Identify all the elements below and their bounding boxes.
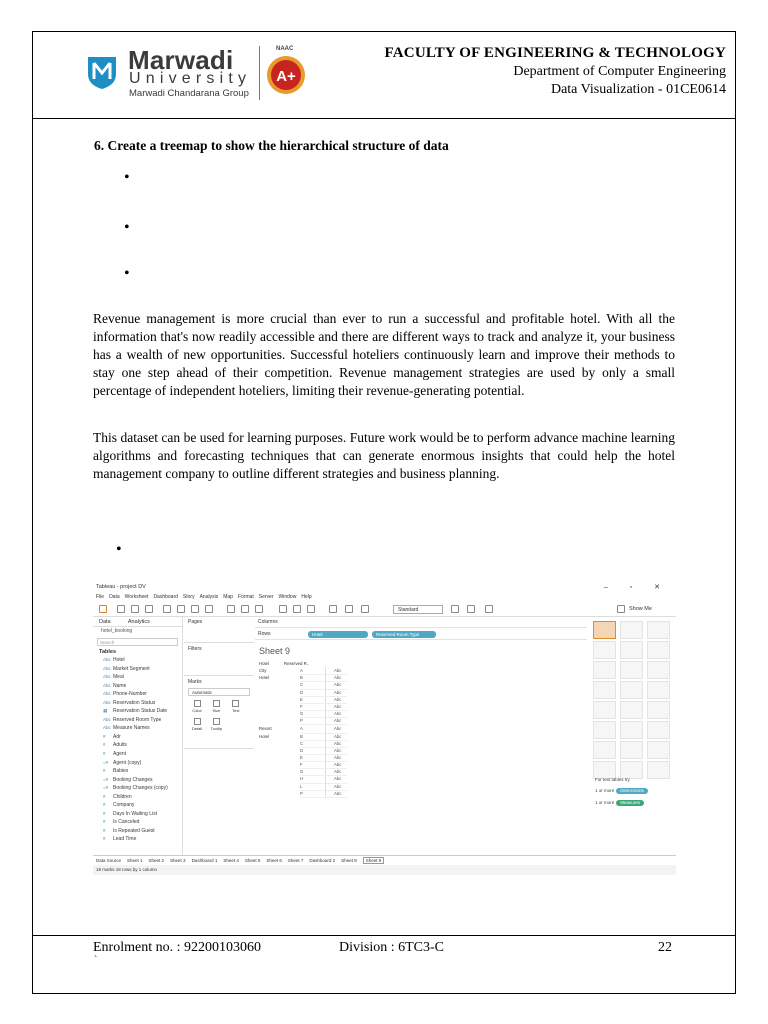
sort-desc-icon[interactable] xyxy=(307,605,315,613)
university-logo xyxy=(84,46,314,102)
chart-type-thumbnail[interactable] xyxy=(593,721,616,739)
show-me-button[interactable]: Show Me xyxy=(629,606,652,612)
shield-logo-icon xyxy=(84,54,120,90)
rows-shelf[interactable] xyxy=(255,629,587,640)
chart-type-thumbnail[interactable] xyxy=(593,701,616,719)
field-type-icon: Abc xyxy=(103,699,111,705)
detail-button[interactable]: Detail xyxy=(188,718,206,731)
format-icon[interactable] xyxy=(345,605,353,613)
field-item[interactable] xyxy=(93,707,182,716)
back-icon[interactable] xyxy=(117,605,125,613)
row-header-hotel: City Hotel xyxy=(259,668,270,681)
dimensions-pill: Dimensions xyxy=(616,788,648,794)
paragraph: This dataset can be used for learning purposes. Future work would be to perform advance machine learning algorithms and forecasting techniques that can generate enormous insights that could help the hotel management company to outline different strategies and business planning. xyxy=(93,430,675,481)
row-header-room: P xyxy=(300,717,324,725)
field-type-icon: # xyxy=(103,768,106,774)
field-item[interactable] xyxy=(93,767,182,776)
footer-division: Division : 6TC3-C xyxy=(339,940,445,955)
sheet-tab[interactable]: Sheet 9 xyxy=(363,857,385,864)
field-item[interactable] xyxy=(93,724,182,733)
field-type-icon: ▦ xyxy=(103,708,108,714)
chart-type-thumbnail[interactable] xyxy=(593,681,616,699)
window-controls[interactable]: – ▫ ✕ xyxy=(603,584,670,591)
field-name: Market Segment xyxy=(113,665,150,672)
rows-label: Rows xyxy=(258,631,271,637)
table-cell: Abc xyxy=(325,681,347,689)
field-type-icon: # xyxy=(103,819,106,825)
field-item[interactable] xyxy=(93,682,182,691)
showme-hint-title: For text tables try xyxy=(595,777,630,782)
field-type-icon: # xyxy=(103,836,106,842)
sheet-tab[interactable]: Sheet 1 xyxy=(127,858,143,863)
sheet-tab[interactable]: Sheet 3 xyxy=(170,858,186,863)
chart-type-thumbnail[interactable] xyxy=(620,641,643,659)
menu-item[interactable]: Analysis xyxy=(199,594,219,600)
pause-icon[interactable] xyxy=(177,605,185,613)
bullet: • xyxy=(116,541,122,558)
field-name: Phone-Number xyxy=(113,691,147,698)
faculty-heading: FACULTY OF ENGINEERING & TECHNOLOGY xyxy=(384,45,726,61)
cards-pane xyxy=(184,617,254,855)
footer-tick: ` xyxy=(94,955,98,966)
header-room-type: Reserved R.. xyxy=(284,661,310,666)
table-cell: Abc xyxy=(325,717,347,725)
paragraph: Revenue management is more crucial than ever to run a successful and profitable hotel. With all the information that's now readily accessible and there are different ways to track and analyze it, your business has a wealth of new opportunities. Successful hoteliers continuously learn and improve their methods to stay one step ahead of their competition. Revenue management strategies are used by only a small percentage of independent hoteliers, limiting their revenue-generating potential. xyxy=(93,311,675,398)
field-item[interactable] xyxy=(93,835,182,844)
rows-pill-hotel[interactable]: Hotel xyxy=(308,631,368,638)
sheet-tab[interactable]: Dashboard 2 xyxy=(309,858,336,863)
page-number: 22 xyxy=(658,940,672,955)
field-item[interactable] xyxy=(93,801,182,810)
share-icon[interactable] xyxy=(485,605,493,613)
menu-item[interactable]: Map xyxy=(223,594,233,600)
status-bar: 18 marks 18 rows by 1 column xyxy=(93,865,676,875)
measures-pill: Measures xyxy=(616,800,644,806)
naac-badge-icon xyxy=(265,54,307,96)
field-item[interactable] xyxy=(93,690,182,699)
chart-type-thumbnail[interactable] xyxy=(620,661,643,679)
chart-type-thumbnail[interactable] xyxy=(647,721,670,739)
toolbar xyxy=(93,602,676,617)
row-header-room: F xyxy=(300,703,324,711)
tab-analytics[interactable]: Analytics xyxy=(127,619,150,625)
field-item[interactable] xyxy=(93,733,182,742)
chart-type-thumbnail[interactable] xyxy=(593,641,616,659)
presentation-icon[interactable] xyxy=(451,605,459,613)
row-header-room: P xyxy=(300,790,324,798)
row-header-room: E xyxy=(300,754,324,762)
chart-type-thumbnail[interactable] xyxy=(647,641,670,659)
filters-card[interactable] xyxy=(184,644,254,676)
table-cell: Abc xyxy=(325,740,347,748)
search-input[interactable]: Search xyxy=(97,638,178,646)
showme-hint-measures: 1 or more Measures xyxy=(595,800,644,806)
row-header-room: H xyxy=(300,775,324,783)
chart-type-thumbnail[interactable] xyxy=(593,741,616,759)
sheet-tab[interactable]: Dashboard 1 xyxy=(191,858,218,863)
bullet: • xyxy=(124,265,130,282)
chart-type-thumbnail[interactable] xyxy=(620,621,643,639)
chart-type-thumbnail[interactable] xyxy=(647,701,670,719)
chart-type-thumbnail[interactable] xyxy=(620,701,643,719)
table-cell: Abc xyxy=(325,667,347,675)
tooltip-button[interactable]: Tooltip xyxy=(207,718,225,731)
menu-item[interactable]: Server xyxy=(258,594,274,600)
field-type-icon: # xyxy=(103,793,106,799)
sort-icon[interactable] xyxy=(241,605,249,613)
fit-dropdown[interactable]: Standard xyxy=(393,605,443,614)
window-titlebar xyxy=(93,582,676,593)
chart-type-thumbnail[interactable] xyxy=(593,621,616,639)
sheet-tab[interactable]: Data Source xyxy=(96,858,122,863)
menu-bar xyxy=(93,593,676,602)
field-item[interactable] xyxy=(93,716,182,725)
sheet-tab[interactable]: Sheet 8 xyxy=(341,858,357,863)
row-header-room: D xyxy=(300,689,324,697)
row-header-room: C xyxy=(300,681,324,689)
window-title: Tableau - project DV xyxy=(96,584,146,590)
field-type-icon: =# xyxy=(103,785,109,791)
field-type-icon: # xyxy=(103,802,106,808)
text-button[interactable]: Text xyxy=(227,700,245,713)
field-item[interactable] xyxy=(93,793,182,802)
naac-label: NAAC xyxy=(276,46,294,52)
sheet-tab[interactable]: Sheet 5 xyxy=(244,858,261,863)
new-sheet-icon[interactable] xyxy=(191,605,199,613)
tableau-screenshot xyxy=(93,582,676,875)
color-button[interactable]: Color xyxy=(188,700,206,713)
field-item[interactable] xyxy=(93,699,182,708)
chart-type-thumbnail[interactable] xyxy=(647,761,670,779)
field-name: Is Canceled xyxy=(113,819,140,826)
field-name: Is Repeated Guest xyxy=(113,827,155,834)
table-cell: Abc xyxy=(325,725,347,733)
field-name: Booking Changes (copy) xyxy=(113,785,168,792)
footer-divider xyxy=(32,935,736,936)
department-heading: Department of Computer Engineering xyxy=(513,64,726,79)
show-me-pane xyxy=(588,617,676,855)
field-type-icon: Abc xyxy=(103,665,111,671)
data-tabs xyxy=(93,617,182,627)
chart-type-thumbnail[interactable] xyxy=(647,661,670,679)
chart-type-thumbnail[interactable] xyxy=(620,741,643,759)
field-item[interactable] xyxy=(93,818,182,827)
field-type-icon: Abc xyxy=(103,657,111,662)
field-type-icon: Abc xyxy=(103,674,111,680)
sheet-tab[interactable]: Sheet 4 xyxy=(223,858,239,863)
field-name: Children xyxy=(113,793,132,800)
field-item[interactable] xyxy=(93,665,182,674)
tableau-icon[interactable] xyxy=(99,605,107,613)
logo-separator xyxy=(259,46,260,100)
tab-data[interactable]: Data xyxy=(99,619,111,625)
tables-heading: Tables xyxy=(99,649,117,655)
field-item[interactable] xyxy=(93,673,182,682)
logo-group: Marwadi Chandarana Group xyxy=(129,88,249,99)
field-name: Booking Changes xyxy=(113,776,153,783)
naac-grade: A+ xyxy=(276,68,296,85)
field-type-icon: Abc xyxy=(103,691,111,697)
bullet: • xyxy=(124,169,130,186)
field-name: Reservation Status xyxy=(113,699,156,706)
menu-item[interactable]: Help xyxy=(301,594,312,600)
columns-label: Columns xyxy=(258,619,278,625)
sheet-tab[interactable]: Sheet 7 xyxy=(287,858,304,863)
table-cell: Abc xyxy=(325,689,347,697)
header-divider xyxy=(32,118,736,119)
field-type-icon: Abc xyxy=(103,682,111,688)
field-name: Meal xyxy=(113,674,124,681)
row-header-room: A xyxy=(300,725,324,733)
menu-item[interactable]: Story xyxy=(182,594,195,600)
field-name: Agent xyxy=(113,751,127,758)
logo-name: Marwadi xyxy=(128,45,234,75)
header-hotel: Hotel xyxy=(259,661,270,666)
field-type-icon: Abc xyxy=(103,716,111,722)
field-name: Reservation Status Date xyxy=(113,708,168,715)
marks-card xyxy=(184,677,254,749)
tooltip-icon[interactable] xyxy=(467,605,475,613)
row-header-room: F xyxy=(300,761,324,769)
forward-icon[interactable] xyxy=(131,605,139,613)
field-name: Lead Time xyxy=(113,836,137,843)
field-type-icon: # xyxy=(103,733,106,739)
field-item[interactable] xyxy=(93,810,182,819)
menu-item[interactable]: Dashboard xyxy=(153,594,178,600)
footer-enrolment: Enrolment no. : 92200103060 xyxy=(93,940,261,955)
pages-card[interactable] xyxy=(184,617,254,643)
row-header-room: E xyxy=(300,696,324,704)
field-type-icon: =# xyxy=(103,776,109,782)
row-header-room: G xyxy=(300,710,324,718)
table-cell: Abc xyxy=(325,768,347,776)
sheet-tab[interactable]: Sheet 2 xyxy=(148,858,165,863)
field-type-icon: # xyxy=(103,742,106,748)
highlight-icon[interactable] xyxy=(279,605,287,613)
table-cell: Abc xyxy=(325,733,347,741)
menu-item[interactable]: Worksheet xyxy=(124,594,149,600)
table-cell: Abc xyxy=(325,783,347,791)
field-type-icon: # xyxy=(103,810,106,816)
field-type-icon: # xyxy=(103,751,106,757)
field-type-icon: =# xyxy=(103,759,109,765)
chart-type-thumbnail[interactable] xyxy=(647,741,670,759)
course-heading: Data Visualization - 01CE0614 xyxy=(550,82,726,97)
field-item[interactable] xyxy=(93,827,182,836)
sheet-title: Sheet 9 xyxy=(259,646,291,656)
table-cell: Abc xyxy=(325,696,347,704)
data-pane xyxy=(93,617,183,855)
row-header-room: C xyxy=(300,740,324,748)
chart-type-thumbnail[interactable] xyxy=(647,681,670,699)
table-header xyxy=(259,660,310,667)
row-header-room: G xyxy=(300,768,324,776)
row-header-room: B xyxy=(300,674,324,682)
chart-type-thumbnail[interactable] xyxy=(620,721,643,739)
pages-label: Pages xyxy=(188,619,203,625)
menu-item[interactable]: Format xyxy=(237,594,254,600)
group-icon[interactable] xyxy=(255,605,263,613)
bullet: • xyxy=(124,219,130,236)
field-name: Name xyxy=(113,682,127,689)
filter-icon[interactable] xyxy=(617,605,625,613)
undo-icon[interactable] xyxy=(205,605,213,613)
field-name: Reserved Room Type xyxy=(113,716,162,723)
field-item[interactable] xyxy=(93,776,182,785)
marks-type-dropdown[interactable]: Automatic xyxy=(188,688,250,696)
field-name: Days In Waiting List xyxy=(113,810,157,817)
fix-axes-icon[interactable] xyxy=(361,605,369,613)
field-item[interactable] xyxy=(93,750,182,759)
row-header-room: A xyxy=(300,667,324,675)
table-cell: Abc xyxy=(325,674,347,682)
size-button[interactable]: Size xyxy=(207,700,225,713)
showme-hint-dimensions: 1 or more Dimensions xyxy=(595,788,648,794)
table-cell: Abc xyxy=(325,710,347,718)
columns-shelf[interactable] xyxy=(255,617,587,628)
field-name: Hotel xyxy=(113,657,125,663)
label-icon[interactable] xyxy=(329,605,337,613)
menu-item[interactable]: Data xyxy=(109,594,120,600)
row-header-hotel: Resort Hotel xyxy=(259,726,272,739)
rows-pill-room-type[interactable]: Reserved Room Type xyxy=(372,631,436,638)
swap-icon[interactable] xyxy=(227,605,235,613)
row-header-room: D xyxy=(300,747,324,755)
table-cell: Abc xyxy=(325,761,347,769)
field-item[interactable] xyxy=(93,759,182,768)
field-type-icon: # xyxy=(103,827,106,833)
data-source-name[interactable]: hotel_booking xyxy=(101,628,133,634)
chart-type-thumbnail[interactable] xyxy=(647,621,670,639)
field-name: Adults xyxy=(113,742,127,749)
menu-item[interactable]: File xyxy=(96,594,105,600)
sheet-tab[interactable]: Sheet 6 xyxy=(266,858,282,863)
field-type-icon: Abc xyxy=(103,725,111,731)
filters-label: Filters xyxy=(188,646,202,652)
field-name: Adr xyxy=(113,733,121,740)
table-cell: Abc xyxy=(325,775,347,783)
field-list xyxy=(93,656,182,844)
row-header-room: B xyxy=(300,733,324,741)
table-cell: Abc xyxy=(325,754,347,762)
row-header-room: L xyxy=(300,783,324,791)
worksheet-canvas xyxy=(255,617,587,855)
chart-type-thumbnail[interactable] xyxy=(593,661,616,679)
field-name: Agent (copy) xyxy=(113,759,142,766)
field-item[interactable] xyxy=(93,784,182,793)
field-item[interactable] xyxy=(93,741,182,750)
field-name: Measure Names xyxy=(113,725,150,732)
marks-label: Marks xyxy=(188,679,202,685)
table-cell: Abc xyxy=(325,747,347,755)
field-item[interactable] xyxy=(93,656,182,665)
sort-asc-icon[interactable] xyxy=(293,605,301,613)
table-cell: Abc xyxy=(325,790,347,798)
menu-item[interactable]: Window xyxy=(278,594,297,600)
sheet-tabs xyxy=(93,855,676,865)
chart-type-thumbnail[interactable] xyxy=(620,681,643,699)
table-cell: Abc xyxy=(325,703,347,711)
field-name: Babies xyxy=(113,768,129,775)
field-name: Company xyxy=(113,802,135,809)
save-icon[interactable] xyxy=(145,605,153,613)
logo-university: University xyxy=(129,70,252,87)
question-title: 6. Create a treemap to show the hierarchical structure of data xyxy=(94,138,449,153)
new-datasource-icon[interactable] xyxy=(163,605,171,613)
